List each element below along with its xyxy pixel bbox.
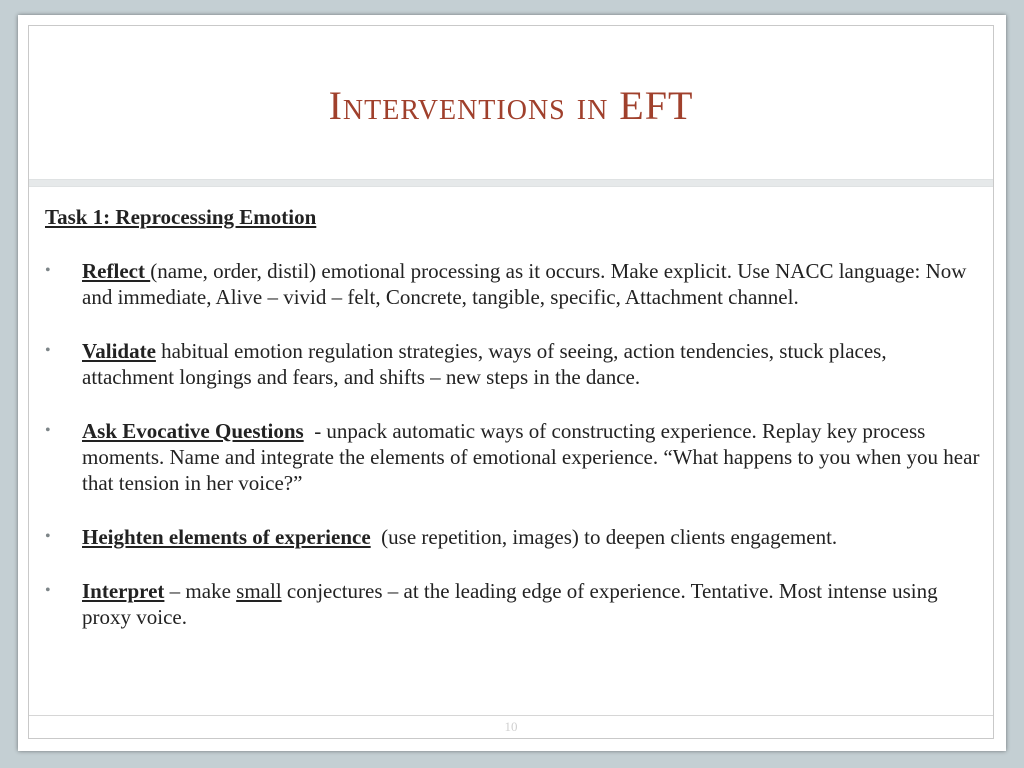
task-heading: Task 1: Reprocessing Emotion [45, 205, 317, 229]
bullet-item-ask-evocative-questions [45, 418, 985, 496]
bullet-item-validate [45, 338, 981, 390]
bullet-dot-icon: • [45, 422, 51, 439]
bullet-text: conjectures – at the leading edge of experience. Tentative. Most intense using proxy voice. [82, 579, 938, 629]
bullet-item-heighten [45, 524, 981, 550]
slide [18, 15, 1006, 751]
bullet-term: Reflect [82, 259, 151, 283]
title-divider [29, 179, 993, 187]
footer-divider [29, 715, 993, 716]
page-number: 10 [504, 719, 518, 734]
bullet-term: Ask Evocative Questions [82, 419, 304, 443]
slide-frame [28, 25, 994, 739]
bullet-dot-icon: • [45, 262, 51, 279]
slide-content [45, 204, 985, 658]
bullet-text: - unpack automatic ways of constructing experience. Replay key process moments. Name and integrate the elements of emotional experience. “What happens to you when you hear that tension in her voice?” [82, 419, 985, 495]
bullet-list [45, 258, 985, 630]
bullet-term: Interpret [82, 579, 165, 603]
bullet-item-reflect [45, 258, 981, 310]
bullet-emphasis: small [236, 579, 282, 603]
bullet-text: – make [164, 579, 237, 603]
bullet-text: (use repetition, images) to deepen clients engagement. [370, 525, 838, 549]
bullet-text: (name, order, distil) emotional processing as it occurs. Make explicit. Use NACC language: Now and immediate, Alive – vivid – felt, Concrete, tangible, specific, Attachment channel. [82, 259, 967, 309]
bullet-term: Heighten elements of experience [82, 525, 371, 549]
bullet-dot-icon: • [45, 342, 51, 359]
slide-title: Interventions in EFT [328, 83, 694, 128]
bullet-dot-icon: • [45, 528, 51, 545]
bullet-text: habitual emotion regulation strategies, ways of seeing, action tendencies, stuck places, attachment longings and fears, and shifts – new steps in the dance. [82, 339, 887, 389]
bullet-dot-icon: • [45, 582, 51, 599]
title-area [29, 26, 993, 179]
bullet-term: Validate [82, 339, 156, 363]
bullet-item-interpret [45, 578, 981, 630]
